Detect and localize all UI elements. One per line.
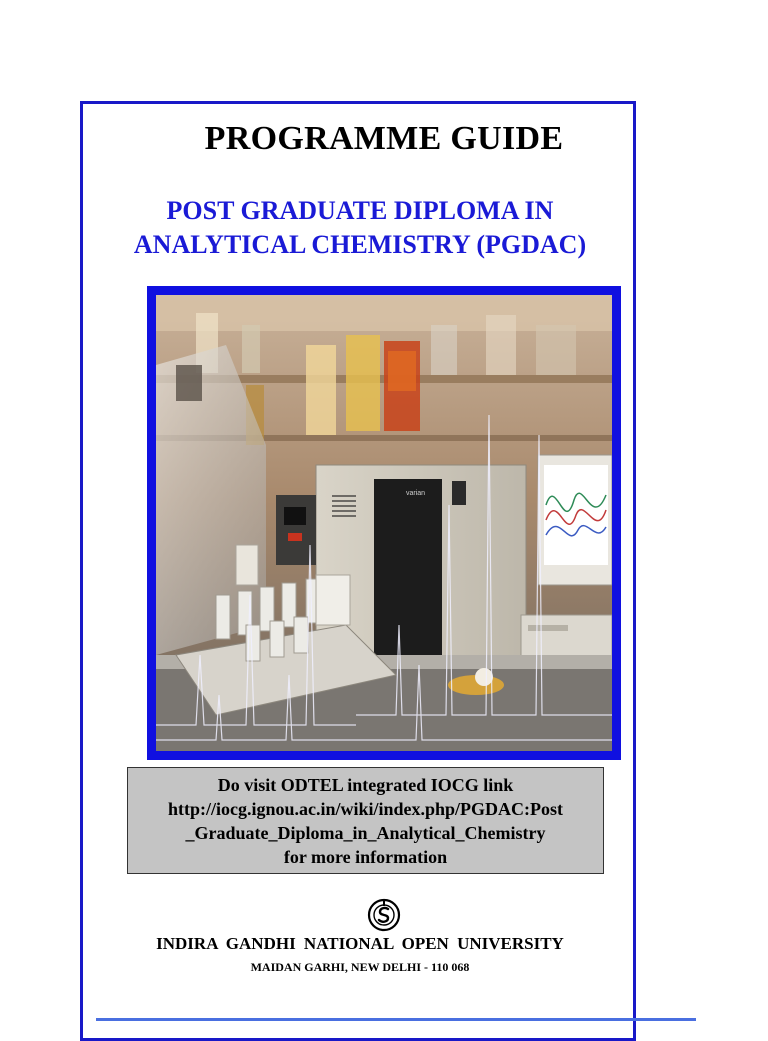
ignou-logo-icon [367, 898, 401, 932]
laboratory-photo [156, 295, 612, 751]
university-name: INDIRA GANDHI NATIONAL OPEN UNIVERSITY [156, 934, 564, 953]
university-address: MAIDAN GARHI, NEW DELHI - 110 068 [250, 960, 470, 974]
info-line-4: for more information [283, 847, 448, 867]
iocg-info-box [127, 767, 604, 874]
info-line-1: Do visit ODTEL integrated IOCG link [217, 775, 514, 795]
subtitle-line-2: ANALYTICAL CHEMISTRY (PGDAC) [133, 230, 587, 259]
cover-photo [147, 286, 621, 760]
page-title: PROGRAMME GUIDE [204, 120, 564, 157]
bottom-divider [96, 1018, 696, 1021]
instrument-brand: varian [406, 490, 426, 497]
iocg-link-line-1[interactable]: http://iocg.ignou.ac.in/wiki/index.php/PGDAC:Post [167, 799, 564, 819]
subtitle-line-1: POST GRADUATE DIPLOMA IN [166, 196, 554, 225]
iocg-link-line-2[interactable]: _Graduate_Diploma_in_Analytical_Chemistry [185, 823, 546, 843]
programme-subtitle [84, 194, 636, 262]
